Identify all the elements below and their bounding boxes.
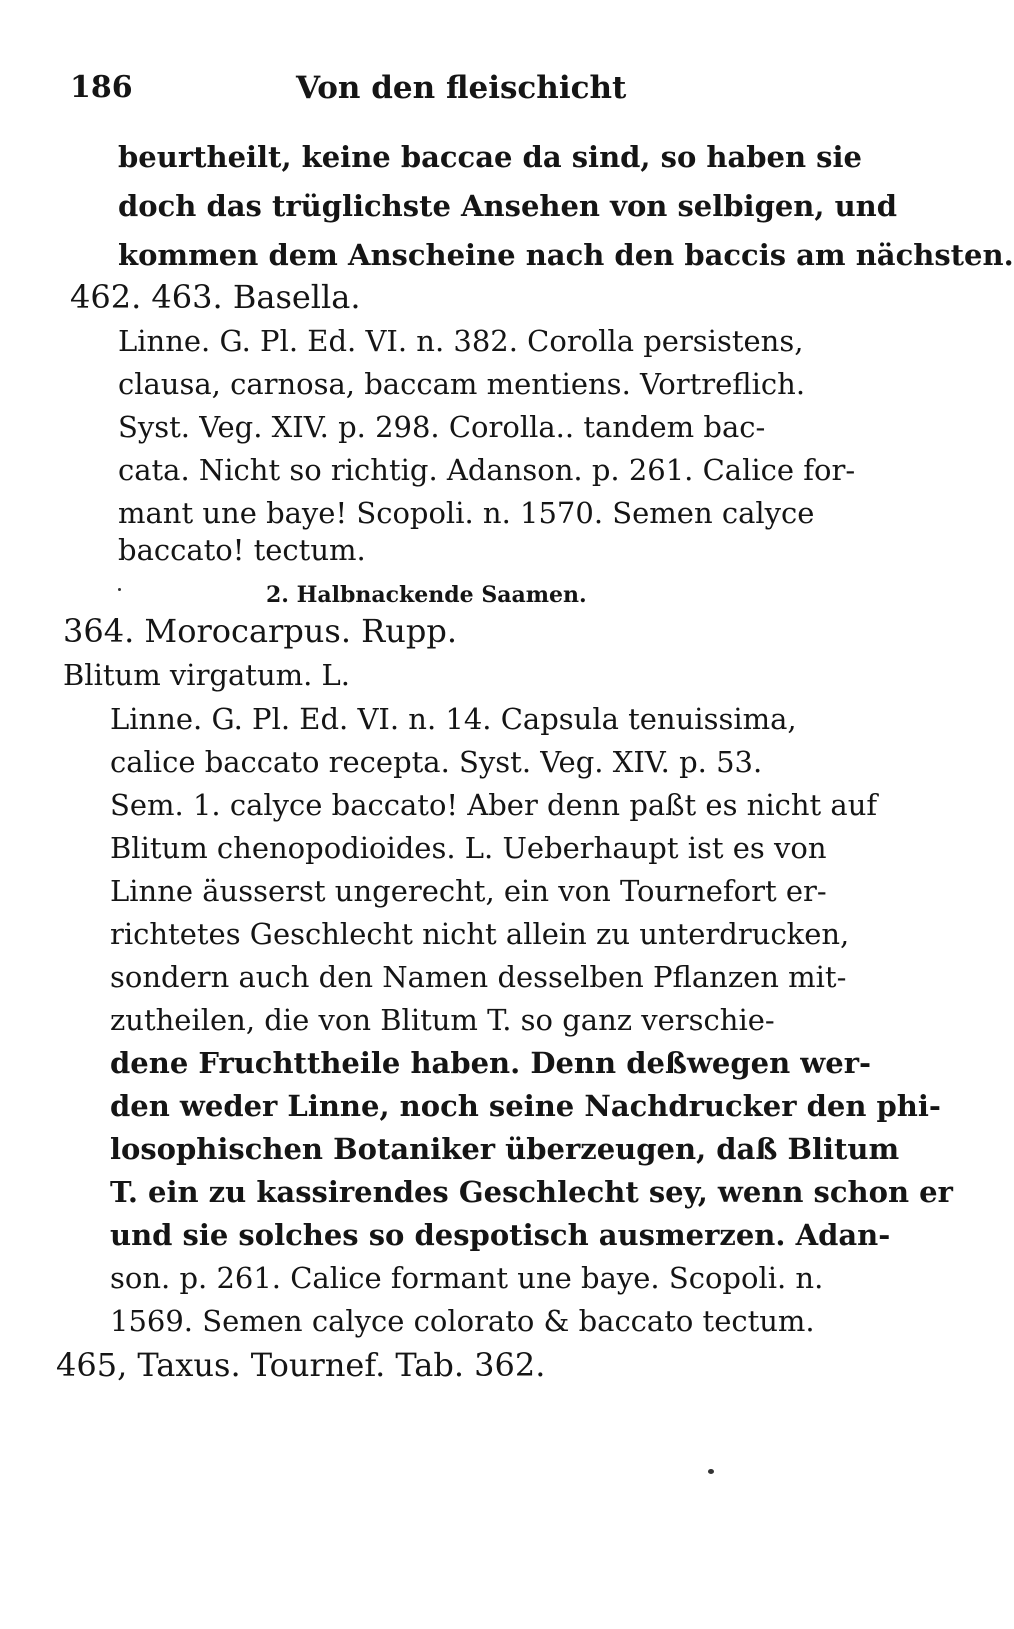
- entry-heading-morocarpus: 364. Morocarpus. Rupp.: [63, 612, 458, 650]
- text-line: Linne. G. Pl. Ed. VI. n. 14. Capsula tenuissima,: [110, 702, 797, 736]
- entry-heading-basella: 462. 463. Basella.: [70, 278, 361, 316]
- text-line: richtetes Geschlecht nicht allein zu unterdrucken,: [110, 917, 850, 951]
- text-line: baccato! tectum.: [118, 533, 366, 567]
- text-line: doch das trüglichste Ansehen von selbigen, und: [118, 189, 898, 223]
- text-line: T. ein zu kassirendes Geschlecht sey, wenn schon er: [110, 1175, 953, 1209]
- text-line: dene Fruchttheile haben. Denn deßwegen wer-: [110, 1046, 872, 1080]
- text-line: Linne äusserst ungerecht, ein von Tournefort er-: [110, 874, 827, 908]
- text-line: cata. Nicht so richtig. Adanson. p. 261. Calice for-: [118, 453, 856, 487]
- text-line: Sem. 1. calyce baccato! Aber denn paßt es nicht auf: [110, 788, 878, 822]
- section-subheading: 2. Halbnackende Saamen.: [266, 582, 587, 608]
- text-line: beurtheilt, keine baccae da sind, so haben sie: [118, 140, 862, 174]
- text-line: Syst. Veg. XIV. p. 298. Corolla.. tandem bac-: [118, 410, 766, 444]
- entry-heading-taxus: 465, Taxus. Tournef. Tab. 362.: [56, 1346, 546, 1384]
- text-line: Blitum virgatum. L.: [63, 658, 351, 692]
- text-line: 1569. Semen calyce colorato & baccato tectum.: [110, 1304, 815, 1338]
- text-line: Linne. G. Pl. Ed. VI. n. 382. Corolla persistens,: [118, 324, 804, 358]
- text-line: zutheilen, die von Blitum T. so ganz verschie-: [110, 1003, 775, 1037]
- text-line: mant une baye! Scopoli. n. 1570. Semen calyce: [118, 496, 815, 530]
- text-line: und sie solches so despotisch ausmerzen. Adan-: [110, 1218, 891, 1252]
- text-line: den weder Linne, noch seine Nachdrucker den phi-: [110, 1089, 941, 1123]
- text-line: losophischen Botaniker überzeugen, daß Blitum: [110, 1132, 900, 1166]
- text-line: calice baccato recepta. Syst. Veg. XIV. p. 53.: [110, 745, 763, 779]
- text-line: son. p. 261. Calice formant une baye. Scopoli. n.: [110, 1261, 824, 1295]
- ink-speck: [708, 1469, 714, 1474]
- text-line: clausa, carnosa, baccam mentiens. Vortreflich.: [118, 367, 806, 401]
- text-line: kommen dem Anscheine nach den baccis am nächsten.: [118, 238, 1014, 272]
- text-line: sondern auch den Namen desselben Pflanzen mit-: [110, 960, 847, 994]
- page-number: 186: [70, 70, 133, 105]
- running-title: Von den fleischicht: [296, 70, 627, 106]
- ink-speck: [118, 588, 121, 591]
- text-line: Blitum chenopodioides. L. Ueberhaupt ist es von: [110, 831, 827, 865]
